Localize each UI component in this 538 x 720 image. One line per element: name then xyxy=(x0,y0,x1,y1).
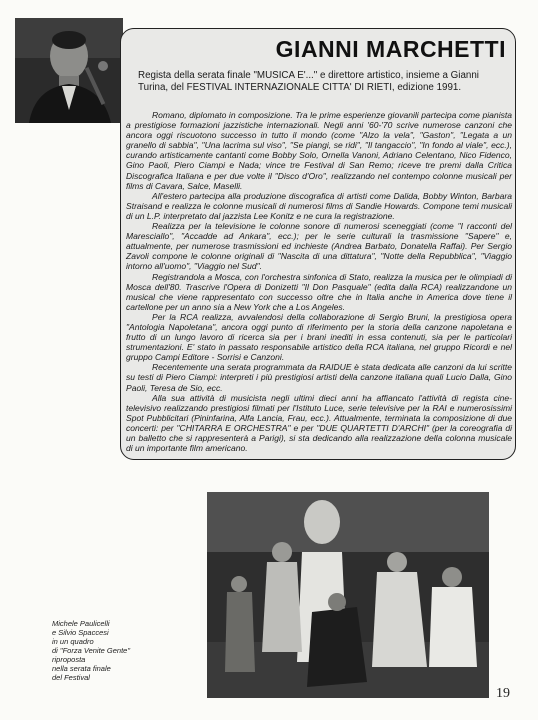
page-number: 19 xyxy=(496,686,510,701)
biography-paragraph: All'estero partecipa alla produzione discografica di artisti come Dalida, Bobby Winton, Barbara Straisand e realizza le colonne musicali di numerosi films di Sandie Howards. Compone temi musicali di un L.P. interpretato dal jazzista Lee Konitz e ne cura la registrazione. xyxy=(126,190,512,221)
caption-line: e Silvio Spaccesi xyxy=(52,628,109,637)
biography-paragraph: Registrandola a Mosca, con l'orchestra sinfonica di Stato, realizza la musica per le olimpiadi di Mosca dell'80. Trascrive l'Opera di Donizetti "Il Don Pasquale" (edita dalla RCA) realizzandone un musical che viene rappresentato con successo oltre che in Italia anche in America dove tiene il cartellone per un anno sia a New York che a Los Angeles. xyxy=(126,271,512,312)
portrait-photo xyxy=(15,18,123,123)
biography-paragraph: Alla sua attività di musicista negli ultimi dieci anni ha affiancato l'attività di regista cine-televisivo realizzando prestigiosi filmati per l'Istituto Luce, serie televisive per la RAI e numerosissimi Spot Pubblicitari (Pininfarina, Alfa Lancia, Frau, ecc.). Attualmente, terminata la composizione di due concerti: per "CHITARRA E ORCHESTRA" e per "DUE QUARTETTI D'ARCHI" (per la coreografia di un balletto che si rappresenterà a Parigi), si sta dedicando alla realizzazione della colonna musicale di un importante film americano. xyxy=(126,392,512,454)
caption-line: in un quadro xyxy=(52,637,94,646)
biography-paragraph: Per la RCA realizza, avvalendosi della collaborazione di Sergio Bruni, la prestigiosa opera "Antologia Napoletana", ancora oggi punto di riferimento per la storia della canzone napoletana e frutto di un lungo lavoro di ricerca sia per i brani inediti in essa contenuti, sia per le particolari strumentazioni. E' stato in passato responsabile artistico della RCA italiana, nel gruppo Ricordi e nel gruppo Campi Editore - Sorrisi e Canzoni. xyxy=(126,311,512,363)
caption-line: nella serata finale xyxy=(52,664,111,673)
caption-line: Michele Paulicelli xyxy=(52,619,110,628)
intro-paragraph: Regista della serata finale "MUSICA E'..." e direttore artistico, insieme a Gianni Turina, del FESTIVAL INTERNAZIONALE CITTA' DI RIETI, edizione 1991. xyxy=(138,70,479,94)
biography-paragraph: Realizza per la televisione le colonne sonore di numerosi sceneggiati (come "I racconti del Maresciallo", "Accadde ad Ankara", ecc.); per le serie culturali la trasmissione "Sapere" e, attualmente, per numerose trasmissioni ed inchieste (Andrea Barbato, Donatella Raffai). Per Sergio Zavoli compone le colonne originali di "Nascita di una dittatura", "Notte della Repubblica", "Viaggio intorno all'uomo", "Viaggio nel Sud". xyxy=(126,221,512,272)
biography-body xyxy=(126,110,512,453)
biography-paragraph: Romano, diplomato in composizione. Tra le prime esperienze giovanili partecipa come pianista a prestigiose formazioni jazzistiche internazionali. Negli anni '60-'70 scrive numerose canzoni che ancora oggi riscuotono successo in tutto il mondo (come "Alzo la vela", "Gaston", "Legata a un granello di sabbia", "Una lacrima sul viso", "Se piangi, se ridi", "Il tangaccio", "In fondo al viale", ecc.), curando artisticamente cantanti come Bobby Solo, Ornella Vanoni, Adriano Celentano, Nico Fidenco, Gino Paoli, Piero Ciampi e Nada; vince tre Festival di San Remo; riceve tre premi dalla Critica Discografica Italiana e per due volte il "Disco d'Oro", realizzando nel contempo colonne musicali per films di Cavara, Salce, Maselli. xyxy=(126,110,512,191)
page-title: GIANNI MARCHETTI xyxy=(275,36,506,62)
biography-paragraph: Recentemente una serata programmata da RAIDUE è stata dedicata alle canzoni da lui scritte su testi di Piero Ciampi: interpreti i più prestigiosi artisti della canzone italiana quali Lucio Dalla, Gino Paoli, Teresa de Sio, ecc. xyxy=(126,362,512,393)
caption-line: riproposta xyxy=(52,655,86,664)
stage-performance-photo xyxy=(207,492,489,698)
photo-caption xyxy=(52,619,132,682)
caption-line: di "Forza Venite Gente" xyxy=(52,646,131,655)
caption-line: del Festival xyxy=(52,673,90,682)
